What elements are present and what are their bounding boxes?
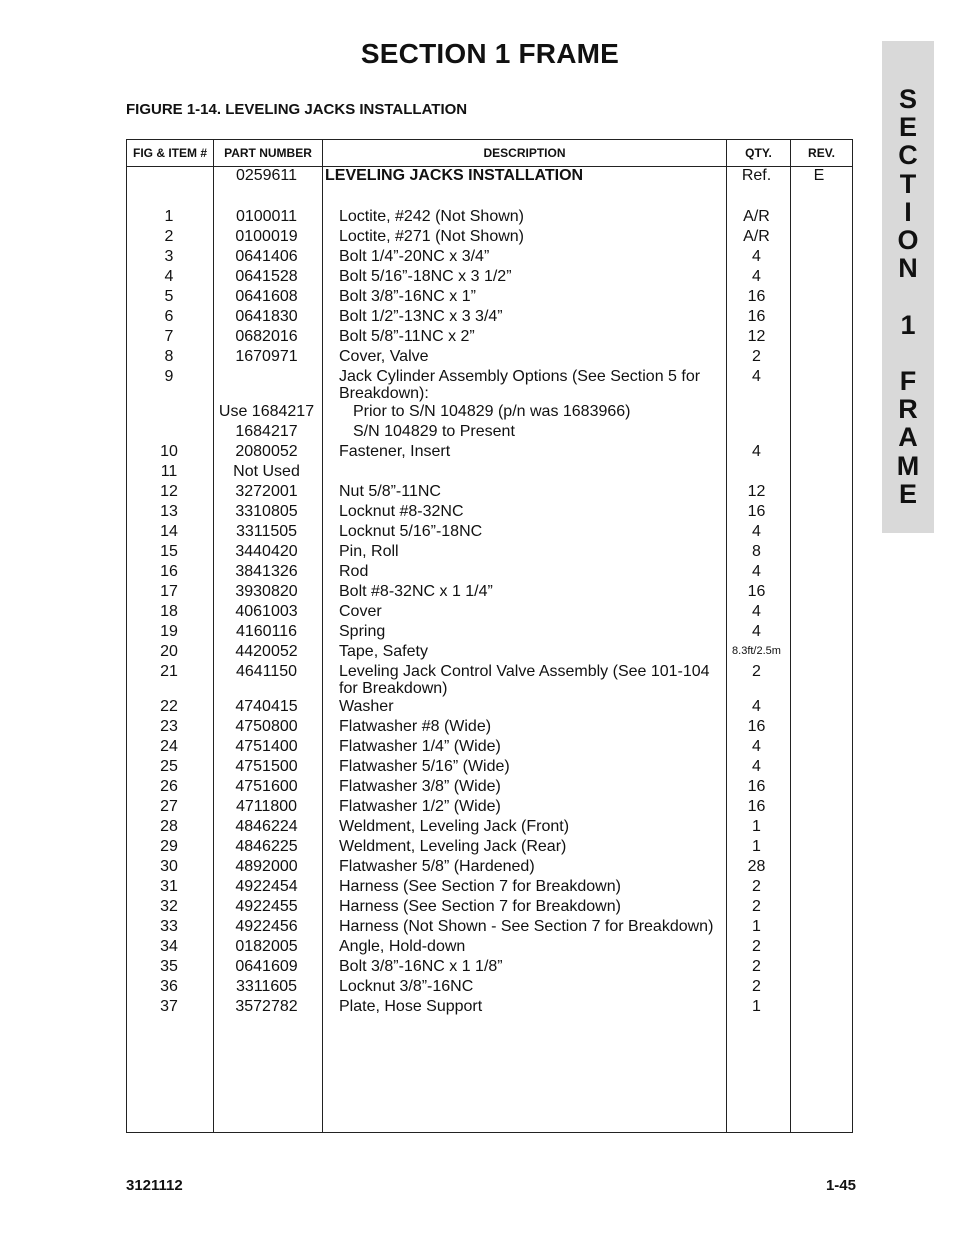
qty-cell: 4 bbox=[752, 443, 761, 460]
rev-cell bbox=[788, 757, 850, 777]
description-cell: Bolt 1/2”-13NC x 3 3/4” bbox=[339, 308, 503, 325]
part-number-cell: 4892000 bbox=[235, 858, 298, 875]
description-cell: Bolt #8-32NC x 1 1/4” bbox=[339, 583, 493, 600]
table-row bbox=[126, 522, 852, 542]
qty-cell: 16 bbox=[747, 583, 766, 600]
fig-cell: 19 bbox=[160, 623, 178, 640]
description-cell: Locknut #8-32NC bbox=[339, 503, 464, 520]
table-row bbox=[126, 287, 852, 307]
description-cell: Fastener, Insert bbox=[339, 443, 451, 460]
qty-cell: 2 bbox=[752, 663, 761, 680]
description-cell: Harness (See Section 7 for Breakdown) bbox=[339, 898, 621, 915]
description-cell: Bolt 3/8”-16NC x 1 1/8” bbox=[339, 958, 503, 975]
side-tab-letter: T bbox=[899, 168, 917, 199]
fig-cell: 18 bbox=[160, 603, 178, 620]
part-number-cell: Use 1684217 bbox=[218, 403, 315, 420]
fig-cell: 7 bbox=[164, 328, 174, 345]
rev-cell bbox=[788, 307, 850, 327]
qty-cell: Ref. bbox=[741, 167, 772, 184]
qty-cell: 4 bbox=[752, 738, 761, 755]
part-number-cell: 0641528 bbox=[235, 268, 298, 285]
rev-cell bbox=[788, 877, 850, 897]
qty-cell: 2 bbox=[752, 878, 761, 895]
part-number-cell: 4751600 bbox=[235, 778, 298, 795]
side-tab-letter: C bbox=[898, 140, 918, 171]
fig-cell: 28 bbox=[160, 818, 178, 835]
part-number-cell: 4061003 bbox=[235, 603, 298, 620]
fig-cell: 31 bbox=[160, 878, 178, 895]
table-row bbox=[126, 482, 852, 502]
qty-cell: 2 bbox=[752, 958, 761, 975]
rev-cell: E bbox=[813, 167, 825, 184]
description-cell: Harness (See Section 7 for Breakdown) bbox=[339, 878, 621, 895]
qty-cell bbox=[725, 402, 788, 422]
side-tab-letter: M bbox=[896, 450, 920, 481]
fig-cell: 20 bbox=[160, 643, 178, 660]
qty-cell: 12 bbox=[747, 483, 766, 500]
column-header-part: PART NUMBER bbox=[214, 140, 323, 167]
fig-cell: 34 bbox=[160, 938, 178, 955]
table-row bbox=[126, 757, 852, 777]
page-title: SECTION 1 FRAME bbox=[360, 38, 620, 69]
table-row bbox=[126, 562, 852, 582]
table-row bbox=[126, 327, 852, 347]
qty-cell: 8 bbox=[752, 543, 761, 560]
fig-cell: 16 bbox=[160, 563, 178, 580]
qty-cell: 4 bbox=[752, 623, 761, 640]
rev-cell bbox=[788, 327, 850, 347]
qty-cell: 16 bbox=[747, 778, 766, 795]
part-number-cell: 2080052 bbox=[235, 443, 298, 460]
description-cell: Bolt 3/8”-16NC x 1” bbox=[339, 288, 476, 305]
document-number: 3121112 bbox=[126, 1177, 183, 1194]
part-number-cell: 4641150 bbox=[235, 663, 298, 680]
table-row bbox=[126, 582, 852, 602]
qty-cell: 1 bbox=[752, 838, 761, 855]
rev-cell bbox=[788, 837, 850, 857]
table-row bbox=[126, 227, 852, 247]
fig-cell bbox=[126, 402, 212, 422]
fig-cell: 11 bbox=[160, 463, 178, 480]
table-row bbox=[126, 207, 852, 227]
fig-cell: 30 bbox=[160, 858, 178, 875]
side-tab-letter: E bbox=[898, 478, 917, 509]
rev-cell bbox=[788, 347, 850, 367]
qty-cell: 1 bbox=[752, 998, 761, 1015]
part-number-cell: 0100019 bbox=[235, 228, 298, 245]
qty-cell: 2 bbox=[752, 348, 761, 365]
description-cell: Weldment, Leveling Jack (Rear) bbox=[339, 838, 567, 855]
part-number-cell: 4751500 bbox=[235, 758, 298, 775]
table-row bbox=[126, 267, 852, 287]
table-row bbox=[126, 817, 852, 837]
fig-cell: 22 bbox=[160, 698, 178, 715]
column-header-rev: REV. bbox=[791, 140, 853, 167]
fig-cell: 29 bbox=[160, 838, 178, 855]
rev-cell bbox=[788, 542, 850, 562]
rev-cell bbox=[788, 937, 850, 957]
description-cell: S/N 104829 to Present bbox=[353, 423, 515, 440]
column-header-fig: FIG & ITEM # bbox=[127, 140, 214, 167]
table-row bbox=[126, 957, 852, 977]
side-tab-letter: F bbox=[899, 366, 917, 396]
table-row bbox=[126, 737, 852, 757]
description-cell: Flatwasher 1/4” (Wide) bbox=[339, 738, 501, 755]
qty-cell: 4 bbox=[752, 758, 761, 775]
fig-cell: 27 bbox=[160, 798, 178, 815]
fig-cell: 32 bbox=[160, 898, 178, 915]
description-cell: Flatwasher 1/2” (Wide) bbox=[339, 798, 501, 815]
side-tab-letter: R bbox=[898, 394, 918, 425]
qty-cell: 16 bbox=[747, 308, 766, 325]
fig-cell: 4 bbox=[164, 268, 174, 285]
qty-cell: 12 bbox=[747, 328, 766, 345]
fig-cell: 12 bbox=[160, 483, 178, 500]
table-row bbox=[126, 937, 852, 957]
description-cell: Washer bbox=[339, 698, 394, 715]
fig-cell: 5 bbox=[164, 288, 174, 305]
description-cell bbox=[321, 462, 725, 482]
description-cell: Spring bbox=[339, 623, 386, 640]
side-tab-letter: 1 bbox=[900, 309, 916, 340]
part-number-cell: 3310805 bbox=[235, 503, 298, 520]
rev-cell bbox=[788, 622, 850, 642]
table-row bbox=[126, 857, 852, 877]
part-number-cell: 0100011 bbox=[235, 208, 298, 225]
rev-cell bbox=[788, 717, 850, 737]
rev-cell bbox=[788, 997, 850, 1017]
description-cell: Flatwasher #8 (Wide) bbox=[339, 718, 492, 735]
fig-cell: 8 bbox=[164, 348, 174, 365]
side-tab-letter: E bbox=[898, 112, 917, 143]
table-row bbox=[126, 542, 852, 562]
qty-cell: 16 bbox=[747, 798, 766, 815]
description-cell: Jack Cylinder Assembly Options (See Section 5 for Breakdown): bbox=[339, 368, 701, 402]
qty-cell: 4 bbox=[752, 698, 761, 715]
description-cell: Plate, Hose Support bbox=[339, 998, 483, 1015]
table-row bbox=[126, 402, 852, 422]
table-row bbox=[126, 662, 852, 697]
rev-cell bbox=[788, 502, 850, 522]
part-number-cell bbox=[212, 367, 321, 402]
rev-cell bbox=[788, 462, 850, 482]
column-header-qty: QTY. bbox=[727, 140, 791, 167]
table-row bbox=[126, 797, 852, 817]
table-row bbox=[126, 462, 852, 482]
fig-cell: 14 bbox=[160, 523, 178, 540]
rev-cell bbox=[788, 207, 850, 227]
side-tab-letter: A bbox=[898, 422, 918, 453]
part-number-cell: 0182005 bbox=[235, 938, 298, 955]
part-number-cell: 3311605 bbox=[235, 978, 298, 995]
fig-cell: 2 bbox=[164, 228, 174, 245]
table-row bbox=[126, 422, 852, 442]
table-row bbox=[126, 977, 852, 997]
table-row bbox=[126, 717, 852, 737]
part-number-cell: 3841326 bbox=[235, 563, 298, 580]
rev-cell bbox=[788, 582, 850, 602]
fig-cell: 25 bbox=[160, 758, 178, 775]
qty-cell: 2 bbox=[752, 938, 761, 955]
table-row bbox=[126, 622, 852, 642]
table-row bbox=[126, 642, 852, 662]
rev-cell bbox=[788, 737, 850, 757]
rev-cell bbox=[788, 562, 850, 582]
rev-cell bbox=[788, 602, 850, 622]
qty-cell: A/R bbox=[743, 228, 770, 245]
rev-cell bbox=[788, 857, 850, 877]
rev-cell bbox=[788, 287, 850, 307]
table-row bbox=[126, 697, 852, 717]
fig-cell: 21 bbox=[160, 663, 178, 680]
part-number-cell: 4922455 bbox=[235, 898, 298, 915]
fig-cell: 3 bbox=[164, 248, 174, 265]
description-cell: Bolt 5/16”-18NC x 3 1/2” bbox=[339, 268, 512, 285]
qty-cell: 4 bbox=[752, 368, 761, 385]
side-tab-letter: S bbox=[898, 84, 917, 114]
part-number-cell: 0641830 bbox=[235, 308, 298, 325]
part-number-cell: 4846224 bbox=[235, 818, 298, 835]
fig-cell: 17 bbox=[160, 583, 178, 600]
description-cell: Loctite, #242 (Not Shown) bbox=[339, 208, 524, 225]
qty-cell: 2 bbox=[752, 898, 761, 915]
rev-cell bbox=[788, 267, 850, 287]
part-number-cell: 3572782 bbox=[235, 998, 298, 1015]
part-number-cell: 1670971 bbox=[235, 348, 298, 365]
fig-cell bbox=[126, 422, 212, 442]
qty-cell: 4 bbox=[752, 603, 761, 620]
description-cell: Nut 5/8”-11NC bbox=[339, 483, 441, 500]
table-row bbox=[126, 442, 852, 462]
part-number-cell: 4160116 bbox=[235, 623, 298, 640]
part-number-cell: 4922454 bbox=[235, 878, 298, 895]
qty-cell: 16 bbox=[747, 288, 766, 305]
qty-cell: 8.3ft/2.5m bbox=[732, 645, 781, 657]
rev-cell bbox=[788, 482, 850, 502]
qty-cell: 1 bbox=[752, 918, 761, 935]
fig-cell: 26 bbox=[160, 778, 178, 795]
qty-cell bbox=[725, 422, 788, 442]
qty-cell: A/R bbox=[743, 208, 770, 225]
description-cell: Harness (Not Shown - See Section 7 for Breakdown) bbox=[339, 918, 714, 935]
description-cell: Locknut 5/16”-18NC bbox=[339, 523, 483, 540]
part-number-cell: Not Used bbox=[233, 463, 300, 480]
description-cell: Tape, Safety bbox=[339, 643, 428, 660]
rev-cell bbox=[788, 697, 850, 717]
parts-list bbox=[126, 166, 852, 1017]
table-row bbox=[126, 347, 852, 367]
rev-cell bbox=[788, 642, 850, 662]
rev-cell bbox=[788, 817, 850, 837]
description-cell: Cover, Valve bbox=[339, 348, 429, 365]
fig-cell: 6 bbox=[164, 308, 174, 325]
rev-cell bbox=[788, 367, 850, 402]
description-cell: Rod bbox=[339, 563, 369, 580]
part-number-cell: 4750800 bbox=[235, 718, 298, 735]
rev-cell bbox=[788, 522, 850, 542]
column-header-description: DESCRIPTION bbox=[323, 140, 727, 167]
description-cell: Leveling Jack Control Valve Assembly (See 101-104 for Breakdown) bbox=[339, 663, 710, 697]
side-tab-letter: I bbox=[904, 196, 912, 227]
rev-cell bbox=[788, 442, 850, 462]
assembly-header-row bbox=[126, 166, 852, 186]
fig-cell bbox=[126, 166, 212, 186]
fig-cell: 33 bbox=[160, 918, 178, 935]
fig-cell: 36 bbox=[160, 978, 178, 995]
description-cell: Bolt 5/8”-11NC x 2” bbox=[339, 328, 475, 345]
description-cell: Locknut 3/8”-16NC bbox=[339, 978, 474, 995]
part-number-cell: 0641406 bbox=[235, 248, 298, 265]
qty-cell: 2 bbox=[752, 978, 761, 995]
table-row bbox=[126, 502, 852, 522]
part-number-cell: 3272001 bbox=[235, 483, 298, 500]
rev-cell bbox=[788, 777, 850, 797]
fig-cell: 37 bbox=[160, 998, 178, 1015]
table-row bbox=[126, 837, 852, 857]
qty-cell: 1 bbox=[752, 818, 761, 835]
part-number-cell: 4740415 bbox=[235, 698, 298, 715]
side-tab-letter: N bbox=[898, 253, 918, 284]
table-row bbox=[126, 917, 852, 937]
part-number-cell: 4420052 bbox=[235, 643, 298, 660]
table-row bbox=[126, 877, 852, 897]
fig-cell: 1 bbox=[164, 208, 174, 225]
part-number-cell: 0641609 bbox=[235, 958, 298, 975]
table-row bbox=[126, 777, 852, 797]
description-cell: Flatwasher 3/8” (Wide) bbox=[339, 778, 501, 795]
description-cell: Cover bbox=[339, 603, 382, 620]
qty-cell: 4 bbox=[752, 248, 761, 265]
description-cell: Flatwasher 5/16” (Wide) bbox=[339, 758, 510, 775]
description-cell: Prior to S/N 104829 (p/n was 1683966) bbox=[353, 403, 631, 420]
part-number-cell: 0682016 bbox=[235, 328, 298, 345]
rev-cell bbox=[788, 917, 850, 937]
rev-cell bbox=[788, 797, 850, 817]
description-cell: Flatwasher 5/8” (Hardened) bbox=[339, 858, 535, 875]
qty-cell: 16 bbox=[747, 503, 766, 520]
part-number-cell: 1684217 bbox=[235, 423, 298, 440]
rev-cell bbox=[788, 402, 850, 422]
fig-cell: 23 bbox=[160, 718, 178, 735]
qty-cell: 28 bbox=[747, 858, 766, 875]
side-tab-letter: O bbox=[897, 225, 919, 255]
part-number-cell: 4711800 bbox=[235, 798, 298, 815]
table-row bbox=[126, 367, 852, 402]
part-number-cell: 0641608 bbox=[235, 288, 298, 305]
rev-cell bbox=[788, 897, 850, 917]
section-side-tab bbox=[882, 41, 934, 533]
page-number: 1-45 bbox=[825, 1177, 856, 1194]
part-number-cell: 4751400 bbox=[235, 738, 298, 755]
fig-cell: 13 bbox=[160, 503, 178, 520]
fig-cell: 10 bbox=[160, 443, 178, 460]
qty-cell: 16 bbox=[747, 718, 766, 735]
table-row bbox=[126, 897, 852, 917]
table-row bbox=[126, 307, 852, 327]
rev-cell bbox=[788, 227, 850, 247]
rev-cell bbox=[788, 957, 850, 977]
description-cell: Pin, Roll bbox=[339, 543, 399, 560]
qty-cell: 4 bbox=[752, 563, 761, 580]
description-cell: Bolt 1/4”-20NC x 3/4” bbox=[339, 248, 490, 265]
part-number-cell: 3930820 bbox=[235, 583, 298, 600]
fig-cell: 9 bbox=[164, 368, 174, 385]
table-row bbox=[126, 997, 852, 1017]
fig-cell: 15 bbox=[160, 543, 178, 560]
description-cell: Weldment, Leveling Jack (Front) bbox=[339, 818, 570, 835]
qty-cell: 4 bbox=[752, 523, 761, 540]
rev-cell bbox=[788, 247, 850, 267]
qty-cell bbox=[725, 462, 788, 482]
rev-cell bbox=[788, 422, 850, 442]
part-number-cell: 3440420 bbox=[235, 543, 298, 560]
table-row bbox=[126, 247, 852, 267]
qty-cell: 4 bbox=[752, 268, 761, 285]
description-cell: Angle, Hold-down bbox=[339, 938, 466, 955]
part-number-cell: 3311505 bbox=[235, 523, 298, 540]
part-number-cell: 4922456 bbox=[235, 918, 298, 935]
part-number-cell: 0259611 bbox=[235, 167, 298, 184]
table-row bbox=[126, 602, 852, 622]
rev-cell bbox=[788, 977, 850, 997]
figure-title: FIGURE 1-14. LEVELING JACKS INSTALLATION bbox=[126, 101, 468, 118]
part-number-cell: 4846225 bbox=[235, 838, 298, 855]
fig-cell: 24 bbox=[160, 738, 178, 755]
description-cell: Loctite, #271 (Not Shown) bbox=[339, 228, 524, 245]
fig-cell: 35 bbox=[160, 958, 178, 975]
description-cell: LEVELING JACKS INSTALLATION bbox=[325, 167, 584, 184]
rev-cell bbox=[788, 662, 850, 697]
